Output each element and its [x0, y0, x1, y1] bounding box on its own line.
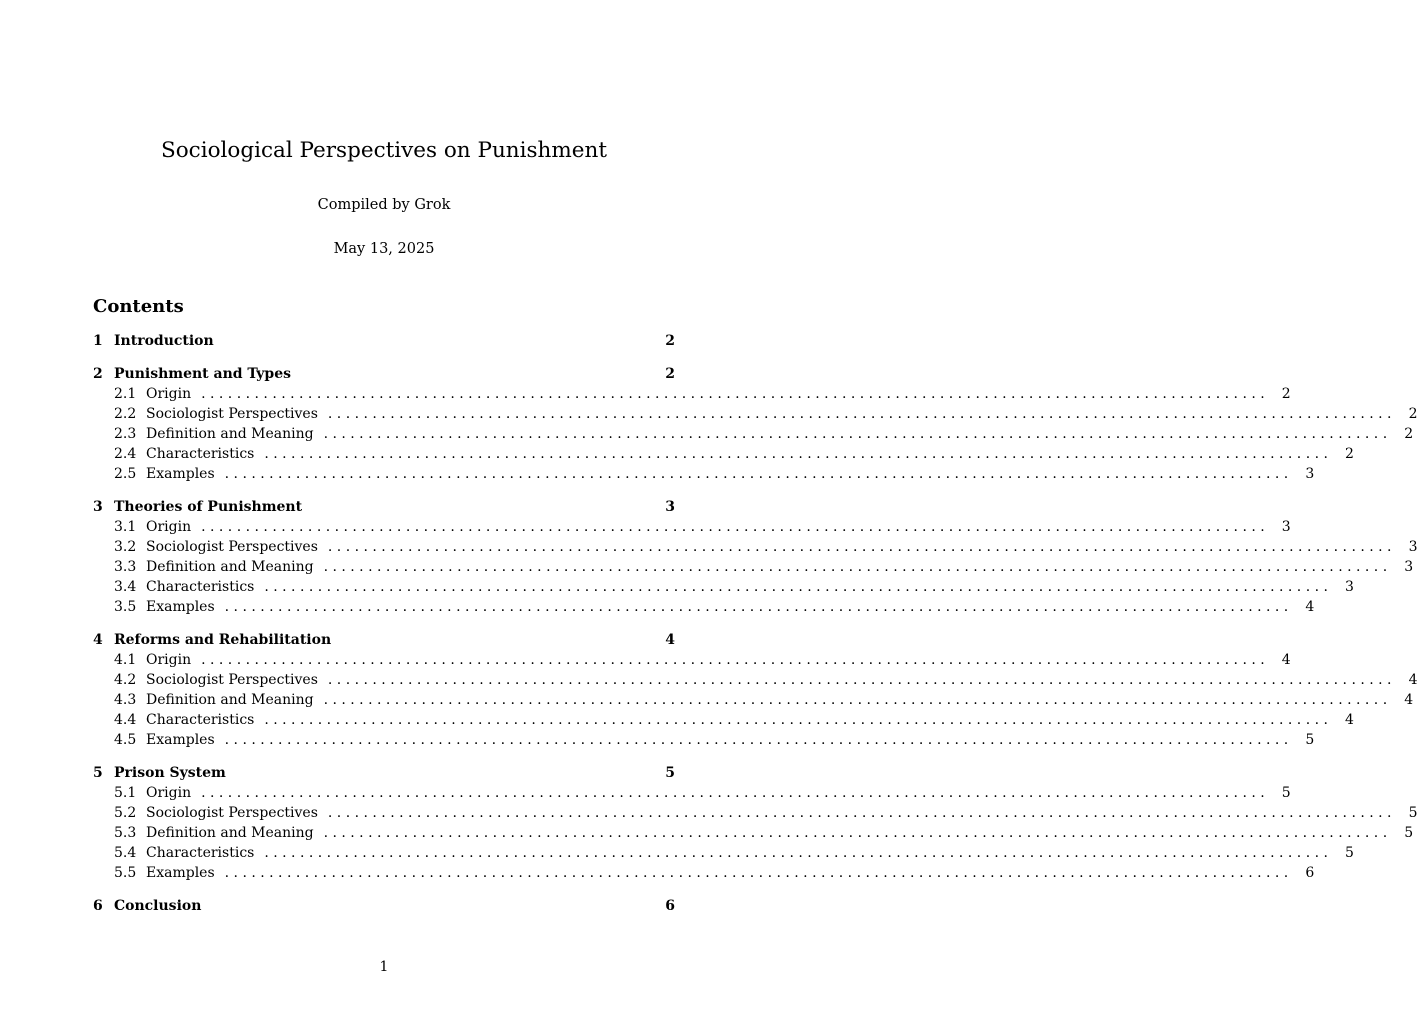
toc-subentry-page: 5	[1345, 845, 1354, 861]
toc-dot-leader: . . . . . . . . . . . . . . . . . . . . . . . . . . . . . . . . . . . . . . . . . . . . . . . . . . . . . . . . . . . . . . . . . . . . . . . . . . . . . . . . . . . . . . . . . . . . . . . . . . . . . . . . . . . . . . . . . . . . . . . .	[264, 712, 1328, 728]
toc-subentry[interactable]	[93, 464, 1315, 484]
toc-subentry-page: 5	[1408, 805, 1418, 821]
toc-subentry[interactable]	[93, 404, 1418, 424]
toc-dot-leader: . . . . . . . . . . . . . . . . . . . . . . . . . . . . . . . . . . . . . . . . . . . . . . . . . . . . . . . . . . . . . . . . . . . . . . . . . . . . . . . . . . . . . . . . . . . . . . . . . . . . . . . . . . . . . . . . . . . . . . . .	[323, 825, 1388, 841]
toc-entry[interactable]	[93, 364, 675, 384]
toc-subentry-number: 5.5	[114, 865, 137, 881]
toc-section	[93, 630, 1418, 750]
toc-subentry-label: Characteristics	[146, 845, 255, 861]
toc-section	[93, 331, 675, 351]
toc-subentry[interactable]	[93, 557, 1414, 577]
toc-dot-leader: . . . . . . . . . . . . . . . . . . . . . . . . . . . . . . . . . . . . . . . . . . . . . . . . . . . . . . . . . . . . . . . . . . . . . . . . . . . . . . . . . . . . . . . . . . . . . . . . . . . . . . . . . . . . . . . . . . . . . . . .	[323, 692, 1388, 708]
toc-section	[93, 896, 675, 916]
toc-subentry-label: Characteristics	[146, 446, 255, 462]
toc-subentry-page: 2	[1408, 406, 1418, 422]
toc-subentry-number: 4.5	[114, 732, 137, 748]
toc-dot-leader: . . . . . . . . . . . . . . . . . . . . . . . . . . . . . . . . . . . . . . . . . . . . . . . . . . . . . . . . . . . . . . . . . . . . . . . . . . . . . . . . . . . . . . . . . . . . . . . . . . . . . . . . . . . . . . . . . . . . . . . .	[264, 845, 1328, 861]
toc-subentry-page: 2	[1404, 426, 1414, 442]
toc-entry-page: 3	[665, 499, 675, 515]
toc-entry-label: Conclusion	[114, 898, 202, 914]
table-of-contents	[93, 331, 1418, 929]
toc-subentry-page: 5	[1305, 732, 1315, 748]
toc-subentry[interactable]	[93, 444, 1354, 464]
toc-subentry-number: 4.4	[114, 712, 137, 728]
toc-subentry[interactable]	[93, 597, 1315, 617]
toc-subentry-page: 3	[1404, 559, 1414, 575]
toc-dot-leader: . . . . . . . . . . . . . . . . . . . . . . . . . . . . . . . . . . . . . . . . . . . . . . . . . . . . . . . . . . . . . . . . . . . . . . . . . . . . . . . . . . . . . . . . . . . . . . . . . . . . . . . . . . . . . . . . . . . . . . . .	[323, 559, 1388, 575]
toc-subentry[interactable]	[93, 517, 1291, 537]
toc-entry-page: 4	[665, 632, 675, 648]
toc-subentry-number: 2.5	[114, 466, 137, 482]
toc-subentry-number: 5.3	[114, 825, 137, 841]
toc-entry[interactable]	[93, 497, 675, 517]
toc-subentry-page: 6	[1305, 865, 1315, 881]
toc-dot-leader: . . . . . . . . . . . . . . . . . . . . . . . . . . . . . . . . . . . . . . . . . . . . . . . . . . . . . . . . . . . . . . . . . . . . . . . . . . . . . . . . . . . . . . . . . . . . . . . . . . . . . . . . . . . . . . . . . . . . . . . .	[327, 406, 1392, 422]
toc-subentry-label: Sociologist Perspectives	[146, 805, 318, 821]
toc-subentry-label: Examples	[146, 865, 215, 881]
toc-subentry[interactable]	[93, 424, 1414, 444]
toc-subentry-page: 2	[1345, 446, 1354, 462]
toc-subentry-label: Definition and Meaning	[146, 825, 314, 841]
toc-dot-leader: . . . . . . . . . . . . . . . . . . . . . . . . . . . . . . . . . . . . . . . . . . . . . . . . . . . . . . . . . . . . . . . . . . . . . . . . . . . . . . . . . . . . . . . . . . . . . . . . . . . . . . . . . . . . . . . . . . . . . . . .	[327, 805, 1392, 821]
toc-dot-leader: . . . . . . . . . . . . . . . . . . . . . . . . . . . . . . . . . . . . . . . . . . . . . . . . . . . . . . . . . . . . . . . . . . . . . . . . . . . . . . . . . . . . . . . . . . . . . . . . . . . . . . . . . . . . . . . . . . . . . . . .	[224, 732, 1289, 748]
toc-subentry[interactable]	[93, 384, 1291, 404]
toc-dot-leader: . . . . . . . . . . . . . . . . . . . . . . . . . . . . . . . . . . . . . . . . . . . . . . . . . . . . . . . . . . . . . . . . . . . . . . . . . . . . . . . . . . . . . . . . . . . . . . . . . . . . . . . . . . . . . . . . . . . . . . . .	[224, 466, 1289, 482]
toc-subentry[interactable]	[93, 803, 1418, 823]
toc-entry-number: 3	[93, 499, 103, 515]
toc-subentry-number: 2.4	[114, 446, 137, 462]
toc-entry[interactable]	[93, 763, 675, 783]
toc-subentry-label: Sociologist Perspectives	[146, 406, 318, 422]
toc-entry-page: 6	[665, 898, 675, 914]
toc-subentry[interactable]	[93, 577, 1354, 597]
toc-entry-number: 5	[93, 765, 103, 781]
contents-heading: Contents	[93, 296, 184, 317]
document-author: Compiled by Grok	[317, 197, 451, 213]
toc-subentry-page: 5	[1404, 825, 1414, 841]
toc-subentry-page: 3	[1345, 579, 1354, 595]
toc-subentry-label: Definition and Meaning	[146, 559, 314, 575]
toc-subentry-page: 4	[1345, 712, 1354, 728]
toc-entry-page: 2	[665, 366, 675, 382]
toc-subentry[interactable]	[93, 823, 1414, 843]
toc-subentry-number: 5.2	[114, 805, 137, 821]
toc-subentry[interactable]	[93, 710, 1354, 730]
document-date: May 13, 2025	[333, 241, 435, 257]
toc-subentry-page: 4	[1408, 672, 1418, 688]
toc-entry-label: Theories of Punishment	[114, 499, 303, 515]
toc-subentry[interactable]	[93, 730, 1315, 750]
toc-subentry-number: 5.1	[114, 785, 137, 801]
toc-dot-leader: . . . . . . . . . . . . . . . . . . . . . . . . . . . . . . . . . . . . . . . . . . . . . . . . . . . . . . . . . . . . . . . . . . . . . . . . . . . . . . . . . . . . . . . . . . . . . . . . . . . . . . . . . . . . . . . . . . . . . . . .	[201, 386, 1265, 402]
toc-entry-number: 1	[93, 333, 103, 349]
toc-subentry-page: 2	[1281, 386, 1291, 402]
toc-subentry[interactable]	[93, 670, 1418, 690]
toc-subentry-number: 4.3	[114, 692, 137, 708]
toc-entry-label: Prison System	[114, 765, 226, 781]
toc-subentry-label: Origin	[146, 386, 192, 402]
toc-dot-leader: . . . . . . . . . . . . . . . . . . . . . . . . . . . . . . . . . . . . . . . . . . . . . . . . . . . . . . . . . . . . . . . . . . . . . . . . . . . . . . . . . . . . . . . . . . . . . . . . . . . . . . . . . . . . . . . . . . . . . . . .	[224, 599, 1289, 615]
toc-subentry-page: 4	[1281, 652, 1291, 668]
toc-subentry-number: 3.5	[114, 599, 137, 615]
toc-subentry-label: Characteristics	[146, 712, 255, 728]
toc-subentry[interactable]	[93, 650, 1291, 670]
toc-entry-number: 6	[93, 898, 103, 914]
toc-subentry-label: Sociologist Perspectives	[146, 672, 318, 688]
toc-dot-leader: . . . . . . . . . . . . . . . . . . . . . . . . . . . . . . . . . . . . . . . . . . . . . . . . . . . . . . . . . . . . . . . . . . . . . . . . . . . . . . . . . . . . . . . . . . . . . . . . . . . . . . . . . . . . . . . . . . . . . . . .	[264, 446, 1328, 462]
toc-subentry-number: 3.3	[114, 559, 137, 575]
toc-dot-leader: . . . . . . . . . . . . . . . . . . . . . . . . . . . . . . . . . . . . . . . . . . . . . . . . . . . . . . . . . . . . . . . . . . . . . . . . . . . . . . . . . . . . . . . . . . . . . . . . . . . . . . . . . . . . . . . . . . . . . . . .	[201, 652, 1265, 668]
toc-subentry-page: 3	[1408, 539, 1418, 555]
toc-subentry-number: 4.2	[114, 672, 137, 688]
toc-section	[93, 364, 1418, 484]
toc-section	[93, 497, 1418, 617]
toc-subentry-label: Characteristics	[146, 579, 255, 595]
toc-subentry-label: Examples	[146, 599, 215, 615]
toc-subentry-label: Origin	[146, 519, 192, 535]
toc-subentry-label: Origin	[146, 652, 192, 668]
toc-section	[93, 763, 1418, 883]
toc-subentry-number: 2.2	[114, 406, 137, 422]
toc-subentry-label: Definition and Meaning	[146, 426, 314, 442]
toc-subentry-number: 3.2	[114, 539, 137, 555]
toc-subentry-page: 4	[1305, 599, 1315, 615]
toc-subentry-number: 3.4	[114, 579, 137, 595]
toc-subentry[interactable]	[93, 537, 1418, 557]
toc-entry-label: Punishment and Types	[114, 366, 292, 382]
toc-dot-leader: . . . . . . . . . . . . . . . . . . . . . . . . . . . . . . . . . . . . . . . . . . . . . . . . . . . . . . . . . . . . . . . . . . . . . . . . . . . . . . . . . . . . . . . . . . . . . . . . . . . . . . . . . . . . . . . . . . . . . . . .	[201, 785, 1265, 801]
toc-subentry-number: 4.1	[114, 652, 137, 668]
toc-subentry[interactable]	[93, 843, 1354, 863]
toc-subentry-label: Definition and Meaning	[146, 692, 314, 708]
toc-subentry-number: 5.4	[114, 845, 137, 861]
toc-entry-page: 2	[665, 333, 675, 349]
toc-subentry-label: Examples	[146, 466, 215, 482]
toc-dot-leader: . . . . . . . . . . . . . . . . . . . . . . . . . . . . . . . . . . . . . . . . . . . . . . . . . . . . . . . . . . . . . . . . . . . . . . . . . . . . . . . . . . . . . . . . . . . . . . . . . . . . . . . . . . . . . . . . . . . . . . . .	[264, 579, 1328, 595]
toc-subentry-page: 3	[1305, 466, 1315, 482]
document-title: Sociological Perspectives on Punishment	[160, 138, 608, 163]
toc-entry-label: Introduction	[114, 333, 214, 349]
toc-subentry-label: Sociologist Perspectives	[146, 539, 318, 555]
toc-entry-number: 4	[93, 632, 103, 648]
toc-subentry[interactable]	[93, 783, 1291, 803]
toc-subentry-label: Examples	[146, 732, 215, 748]
toc-entry-number: 2	[93, 366, 103, 382]
toc-subentry-label: Origin	[146, 785, 192, 801]
toc-subentry[interactable]	[93, 863, 1315, 883]
toc-dot-leader: . . . . . . . . . . . . . . . . . . . . . . . . . . . . . . . . . . . . . . . . . . . . . . . . . . . . . . . . . . . . . . . . . . . . . . . . . . . . . . . . . . . . . . . . . . . . . . . . . . . . . . . . . . . . . . . . . . . . . . . .	[327, 539, 1392, 555]
toc-subentry-number: 2.1	[114, 386, 137, 402]
toc-dot-leader: . . . . . . . . . . . . . . . . . . . . . . . . . . . . . . . . . . . . . . . . . . . . . . . . . . . . . . . . . . . . . . . . . . . . . . . . . . . . . . . . . . . . . . . . . . . . . . . . . . . . . . . . . . . . . . . . . . . . . . . .	[323, 426, 1388, 442]
toc-dot-leader: . . . . . . . . . . . . . . . . . . . . . . . . . . . . . . . . . . . . . . . . . . . . . . . . . . . . . . . . . . . . . . . . . . . . . . . . . . . . . . . . . . . . . . . . . . . . . . . . . . . . . . . . . . . . . . . . . . . . . . . .	[327, 672, 1392, 688]
toc-entry-page: 5	[665, 765, 675, 781]
toc-subentry-page: 5	[1281, 785, 1291, 801]
toc-subentry[interactable]	[93, 690, 1414, 710]
toc-entry[interactable]	[93, 331, 675, 351]
toc-subentry-number: 3.1	[114, 519, 137, 535]
page-number: 1	[379, 959, 389, 975]
toc-subentry-page: 3	[1281, 519, 1291, 535]
toc-entry[interactable]	[93, 630, 675, 650]
toc-subentry-page: 4	[1404, 692, 1414, 708]
toc-entry-label: Reforms and Rehabilitation	[114, 632, 332, 648]
toc-entry[interactable]	[93, 896, 675, 916]
toc-subentry-number: 2.3	[114, 426, 137, 442]
toc-dot-leader: . . . . . . . . . . . . . . . . . . . . . . . . . . . . . . . . . . . . . . . . . . . . . . . . . . . . . . . . . . . . . . . . . . . . . . . . . . . . . . . . . . . . . . . . . . . . . . . . . . . . . . . . . . . . . . . . . . . . . . . .	[201, 519, 1265, 535]
toc-dot-leader: . . . . . . . . . . . . . . . . . . . . . . . . . . . . . . . . . . . . . . . . . . . . . . . . . . . . . . . . . . . . . . . . . . . . . . . . . . . . . . . . . . . . . . . . . . . . . . . . . . . . . . . . . . . . . . . . . . . . . . . .	[224, 865, 1289, 881]
